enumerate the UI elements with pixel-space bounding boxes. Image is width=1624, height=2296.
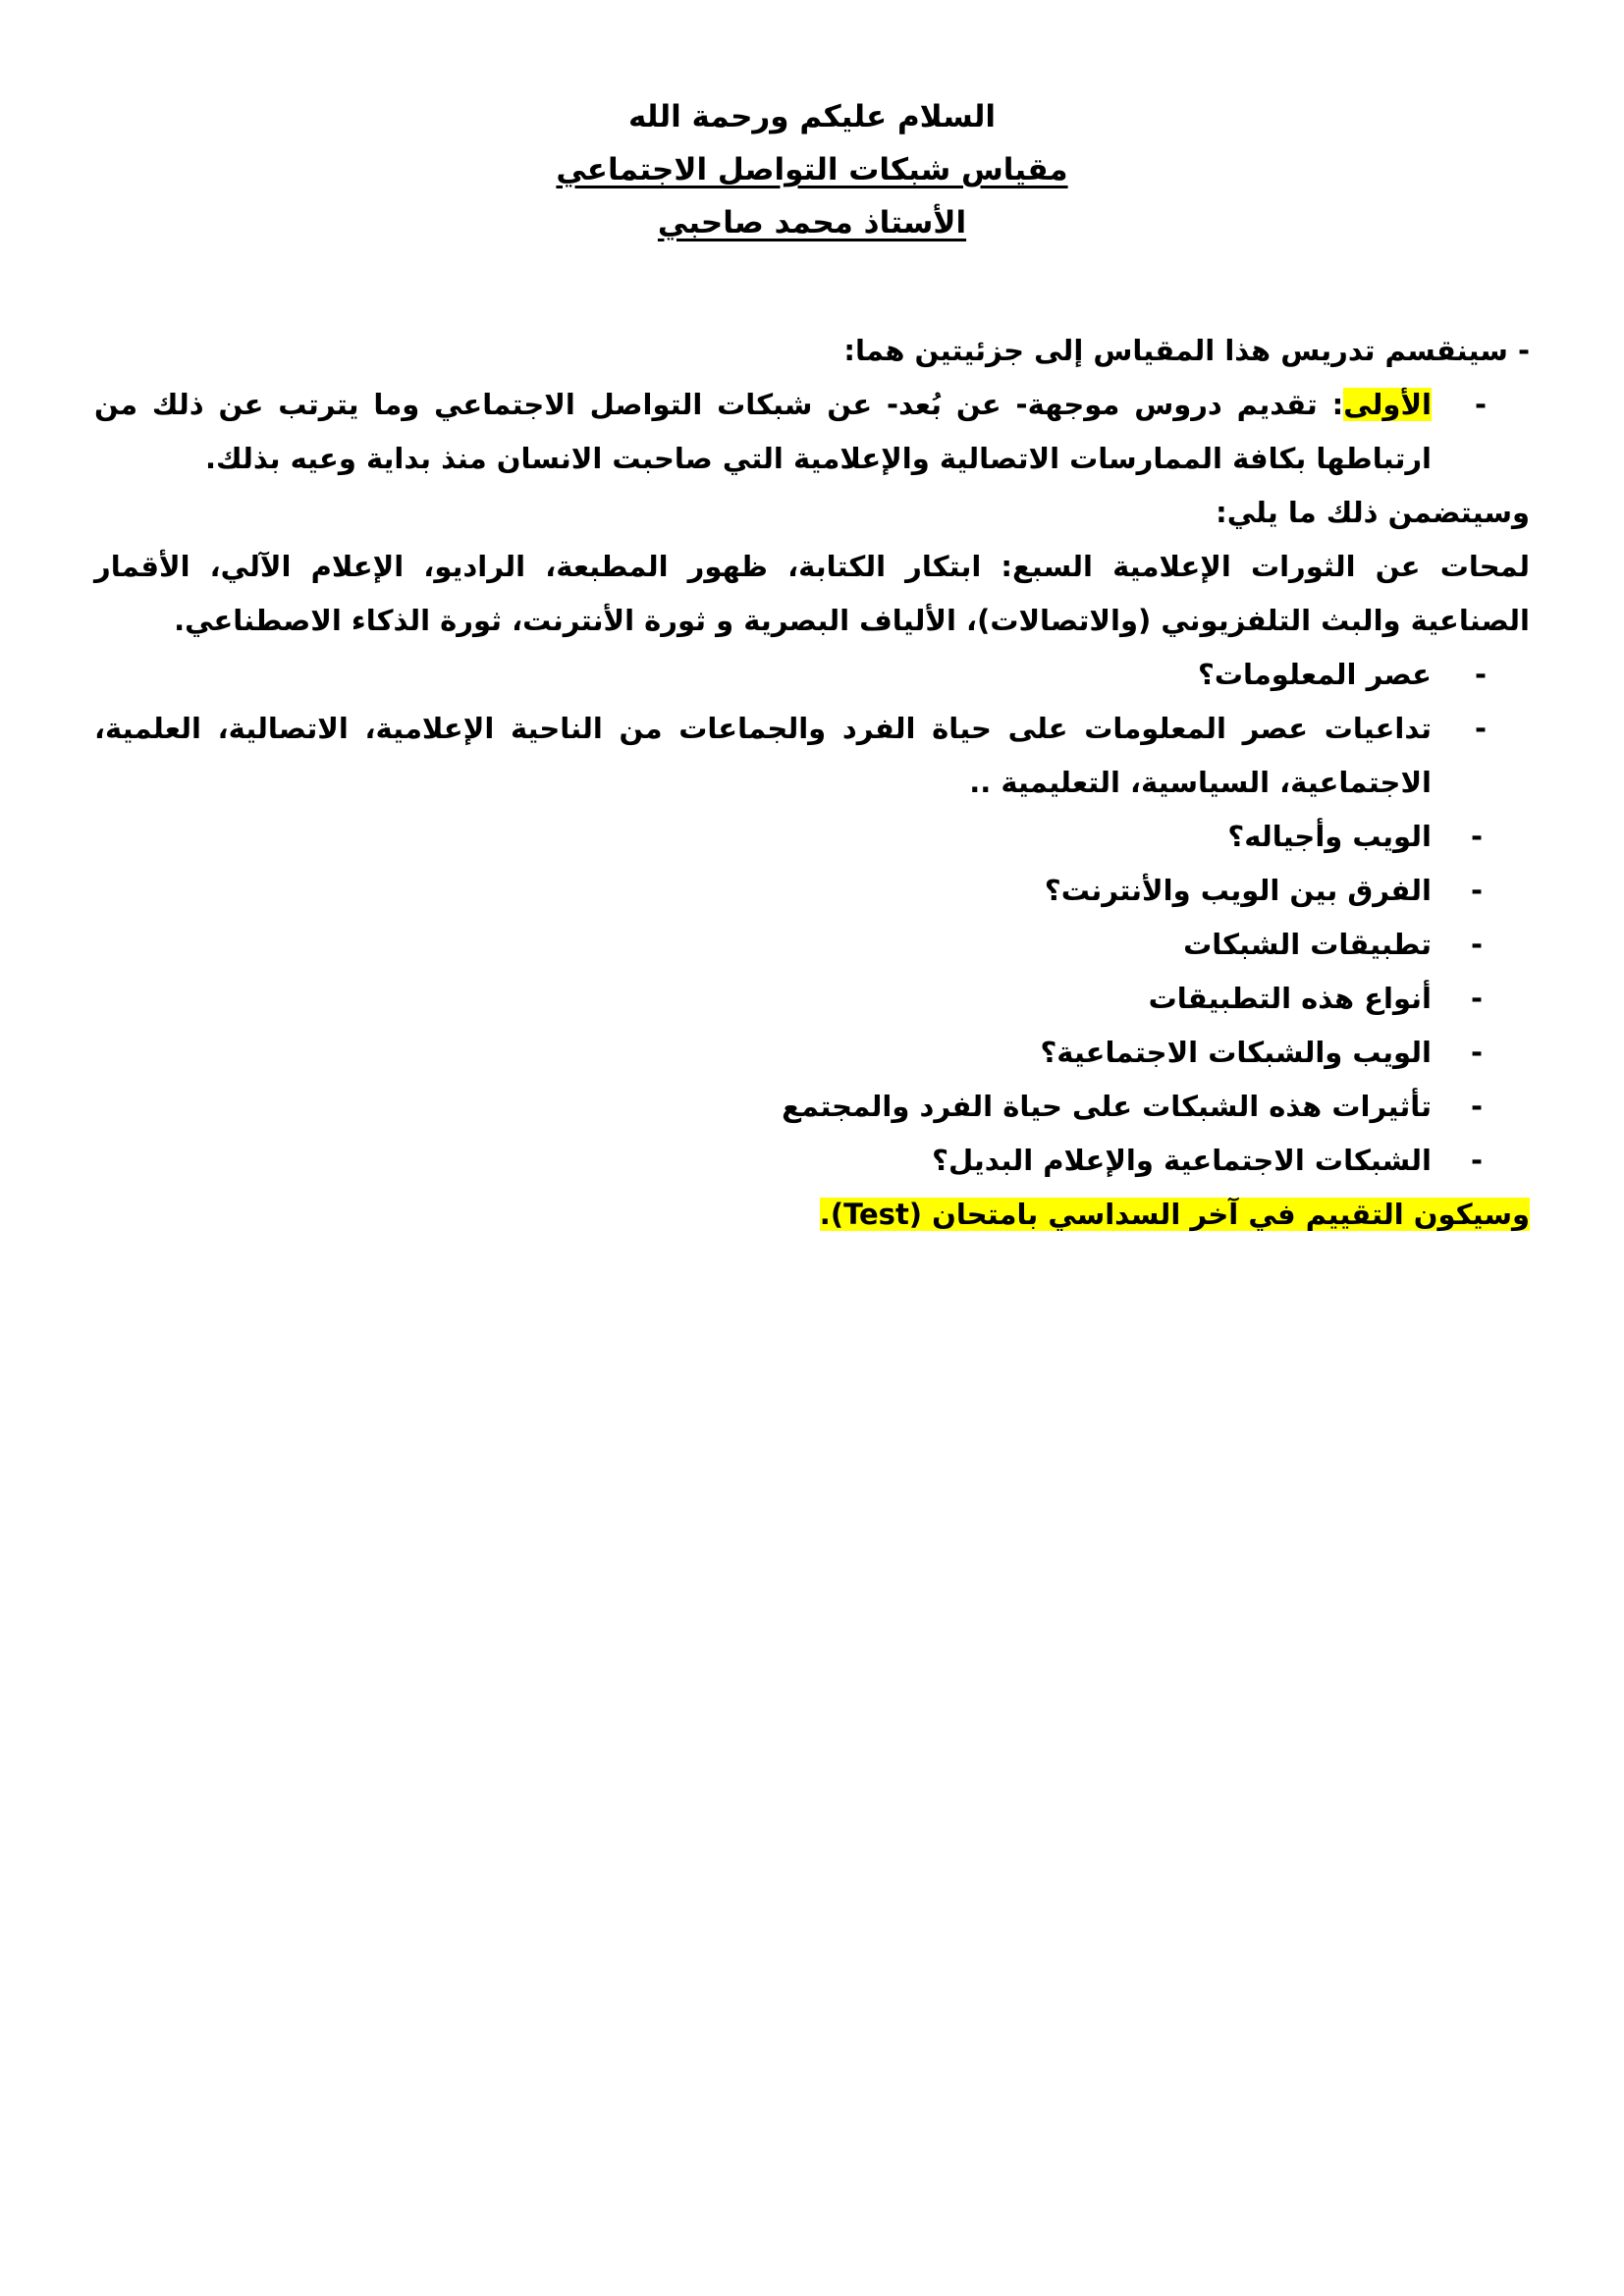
evaluation-period: . [819, 1198, 831, 1231]
includes-line: وسيتضمن ذلك ما يلي: [1216, 496, 1530, 529]
list-item [94, 810, 1530, 864]
list-item-text: أنواع هذه التطبيقات [1148, 982, 1432, 1015]
list-item [94, 648, 1530, 702]
topics-list [94, 648, 1530, 1188]
document-body [94, 324, 1530, 1242]
evaluation-highlight [820, 1198, 1530, 1231]
bullet-dash: - [1470, 982, 1484, 1015]
instructor-name: الأستاذ محمد صاحبي [657, 205, 967, 240]
bullet-dash: - [1470, 1144, 1484, 1177]
bullet-dash: - [1470, 820, 1484, 853]
test-label: (Test) [830, 1198, 923, 1231]
bullet-dash: - [1470, 928, 1484, 961]
bullet-dash: - [1474, 388, 1487, 421]
list-item [94, 1080, 1530, 1134]
list-item-text: تداعيات عصر المعلومات على حياة الفرد والجماعات من الناحية الإعلامية، الاتصالية، العلمية، الاجتماعية، السياسية، التعليمية .. [94, 712, 1432, 799]
list-item [94, 918, 1530, 972]
list-item-text: عصر المعلومات؟ [1198, 658, 1432, 691]
bullet-dash: - [1474, 712, 1487, 745]
list-item [94, 1026, 1530, 1080]
bullet-dash: - [1470, 1090, 1484, 1123]
revolutions-paragraph: لمحات عن الثورات الإعلامية السبع: ابتكار الكتابة، ظهور المطبعة، الراديو، الإعلام الآلي، الأقمار الصناعية والبث التلفزيوني (والاتصالات)، الألياف البصرية و ثورة الأنترنت، ثورة الذكاء الاصطناعي. [94, 550, 1530, 637]
greeting: السلام عليكم ورحمة الله [627, 99, 997, 134]
first-part-text: : تقديم دروس موجهة- عن بُعد- عن شبكات التواصل الاجتماعي وما يترتب عن ذلك من ارتباطها بكافة الممارسات الاتصالية والإعلامية التي صاحبت الانسان منذ بداية وعيه بذلك. [94, 388, 1432, 475]
list-item-text: الويب والشبكات الاجتماعية؟ [1040, 1036, 1432, 1069]
course-title: مقياس شبكات التواصل الاجتماعي [556, 152, 1068, 187]
bullet-dash: - [1474, 658, 1487, 691]
list-item-text: الشبكات الاجتماعية والإعلام البديل؟ [932, 1144, 1432, 1177]
evaluation-line [94, 1188, 1530, 1242]
list-item-text: الويب وأجياله؟ [1227, 820, 1432, 853]
first-part-item [94, 378, 1530, 486]
evaluation-text: وسيكون التقييم في آخر السداسي بامتحان [922, 1198, 1530, 1231]
division-line: - سينقسم تدريس هذا المقياس إلى جزئيتين هما: [843, 334, 1530, 367]
list-item [94, 864, 1530, 918]
list-item [94, 1134, 1530, 1188]
list-item-text: تطبيقات الشبكات [1183, 928, 1432, 961]
bullet-dash: - [1470, 1036, 1484, 1069]
document-header [0, 90, 1624, 249]
bullet-dash: - [1470, 874, 1484, 907]
list-item [94, 972, 1530, 1026]
list-item [94, 702, 1530, 810]
list-item-text: تأثيرات هذه الشبكات على حياة الفرد والمجتمع [782, 1090, 1432, 1123]
first-part-label: الأولى [1343, 388, 1432, 421]
list-item-text: الفرق بين الويب والأنترنت؟ [1044, 874, 1432, 907]
